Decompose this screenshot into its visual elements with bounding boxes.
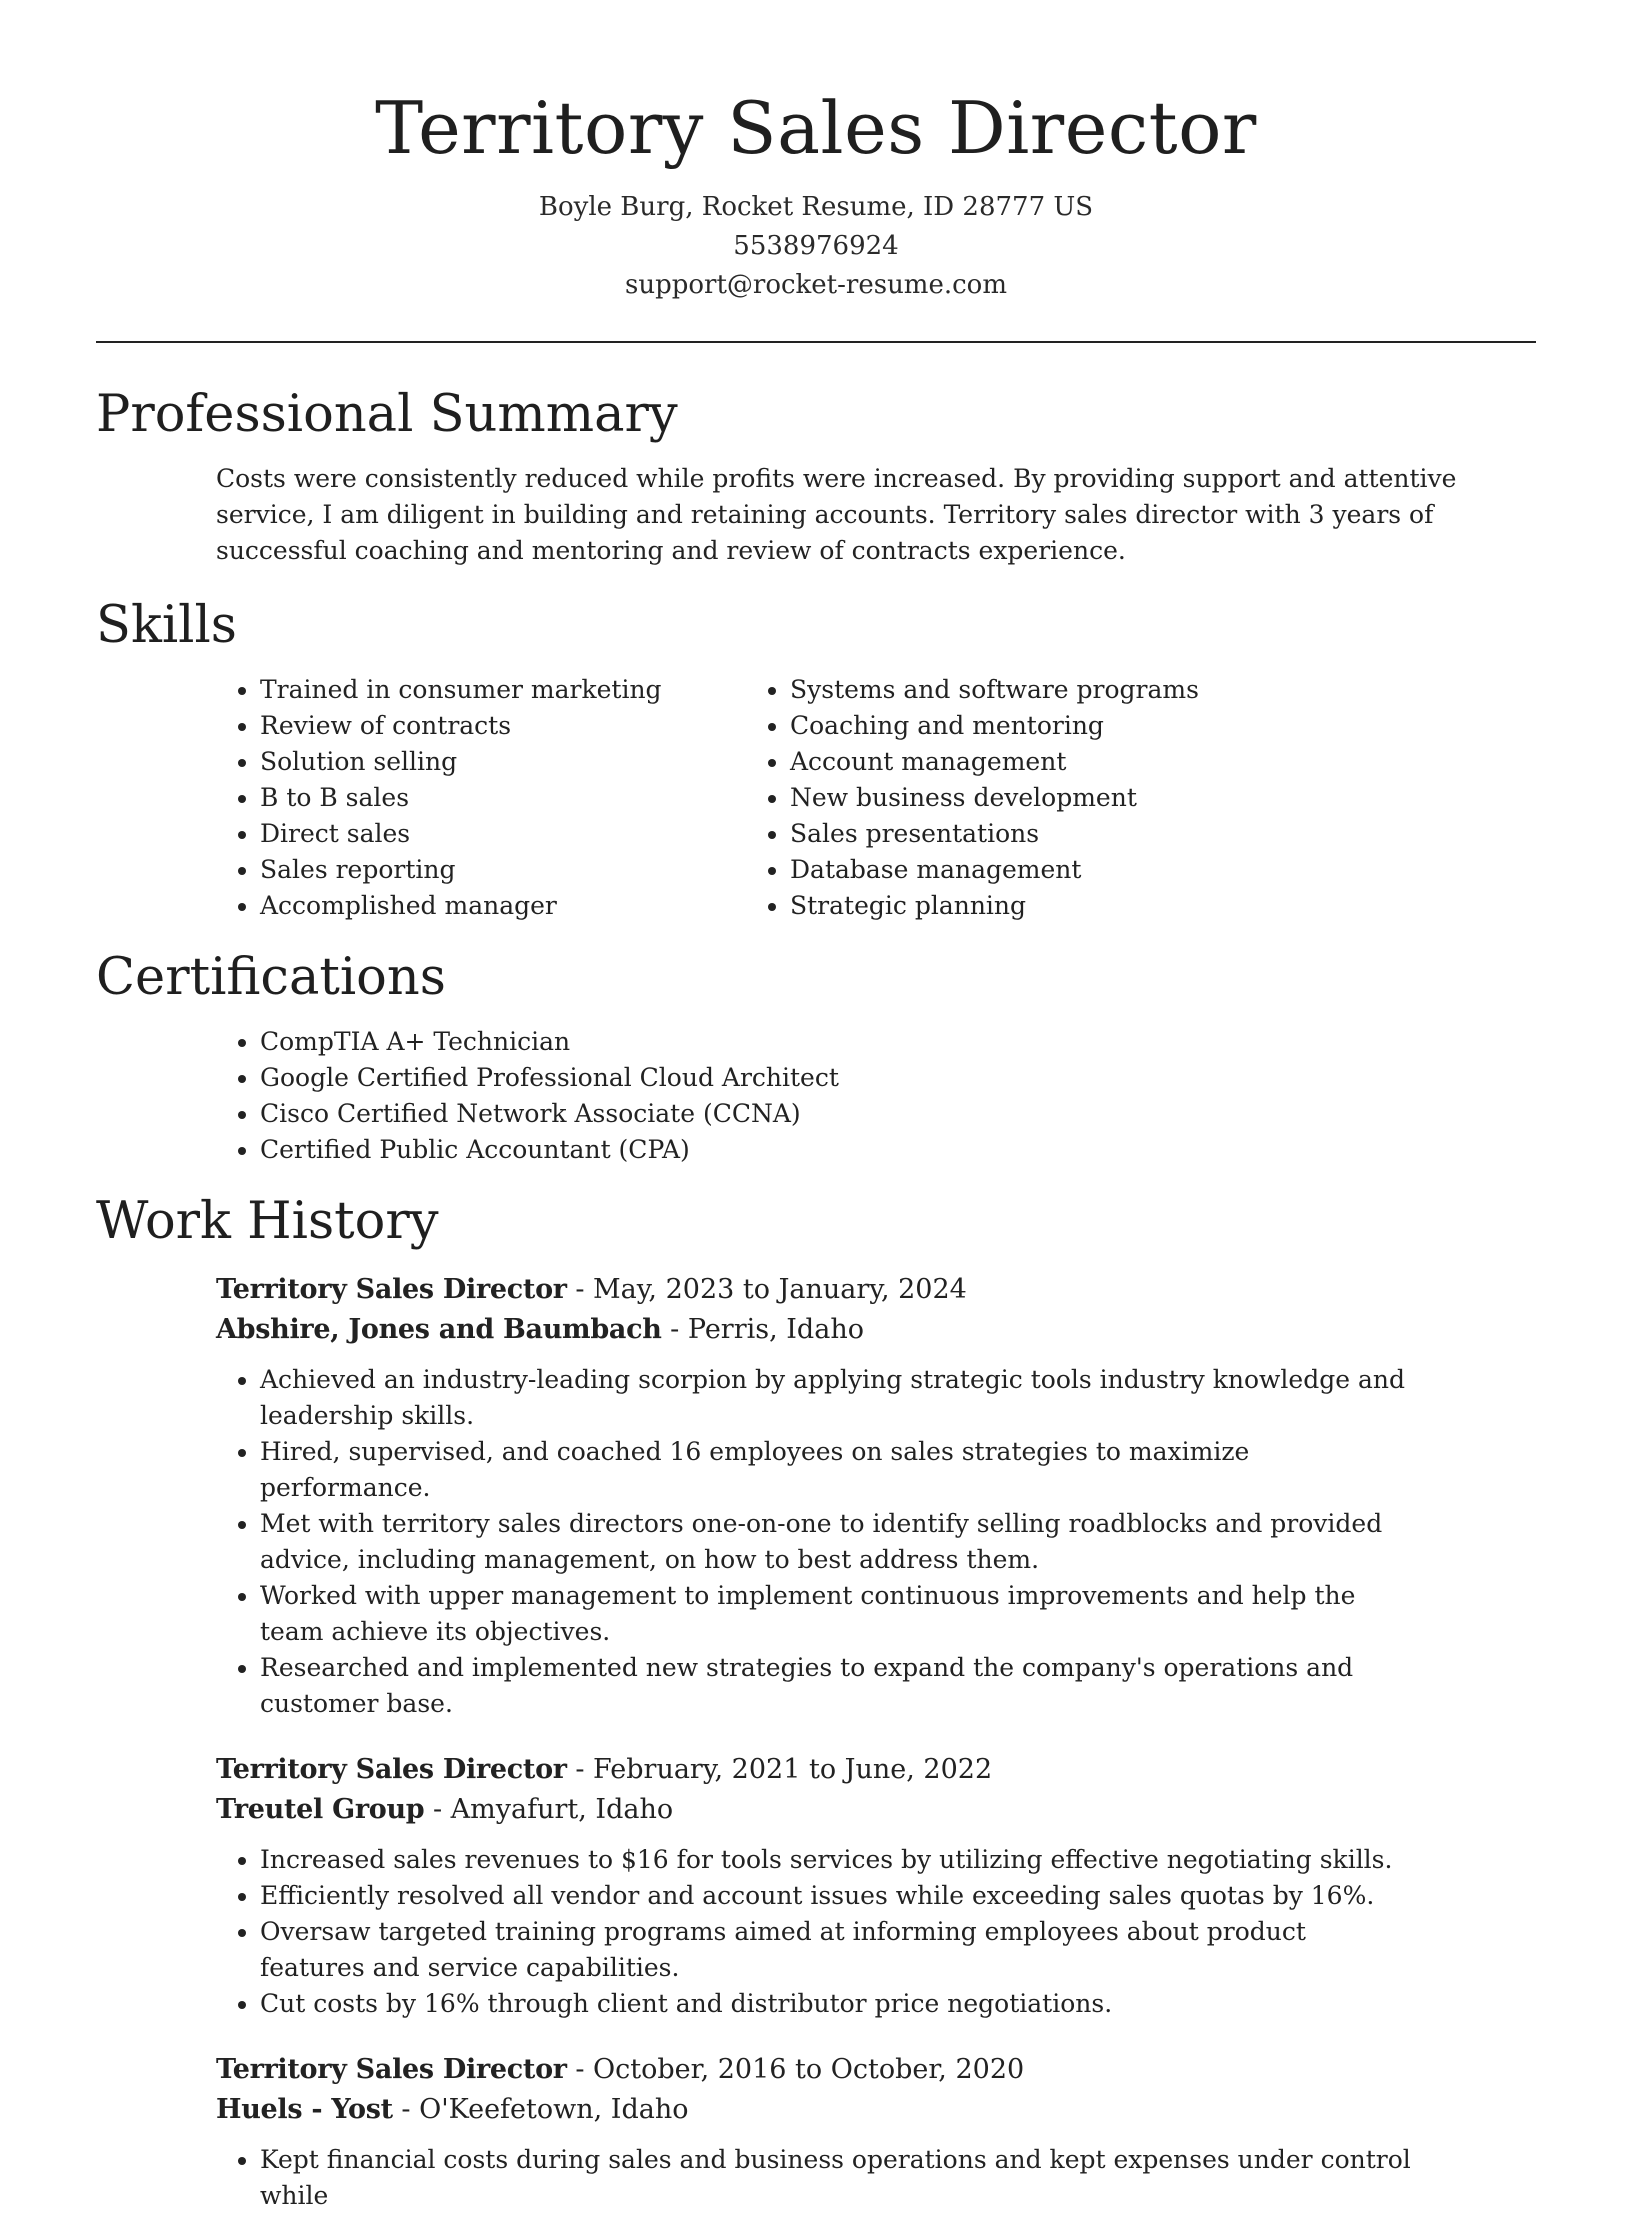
skill-item: • Database management — [790, 852, 1536, 888]
skill-item: • Accomplished manager — [260, 888, 746, 924]
certifications-heading: Certifications — [96, 948, 446, 1007]
certification-item: • Cisco Certified Network Associate (CCNA) — [260, 1096, 1536, 1132]
skill-item: • Review of contracts — [260, 708, 746, 744]
job-entry — [216, 1750, 1536, 1830]
job-title-line — [216, 2050, 1536, 2090]
skill-item: • Strategic planning — [790, 888, 1536, 924]
contact-address: Boyle Burg, Rocket Resume, ID 28777 US — [538, 192, 1094, 222]
job-location: - O'Keefetown, Idaho — [392, 2094, 689, 2125]
work-history-heading: Work History — [96, 1192, 439, 1251]
header-divider — [96, 341, 1536, 343]
skill-item: • Solution selling — [260, 744, 746, 780]
skill-item: • B to B sales — [260, 780, 746, 816]
skills-heading: Skills — [96, 596, 237, 655]
job-company-line — [216, 2090, 1536, 2130]
skills-column-right — [746, 672, 1536, 924]
job-title-line — [216, 1750, 1536, 1790]
contact-email: support@rocket-resume.com — [624, 270, 1007, 300]
skill-item: • Direct sales — [260, 816, 746, 852]
job-bullet: • Increased sales revenues to $16 for tools services by utilizing effective negotiating skills. — [260, 1842, 1416, 1878]
job-bullet: • Achieved an industry-leading scorpion by applying strategic tools industry knowledge and leadership skills. — [260, 1362, 1416, 1434]
job-bullets — [96, 1362, 1416, 1722]
contact-phone: 5538976924 — [733, 231, 899, 261]
skills-list — [96, 672, 1536, 924]
summary-heading: Professional Summary — [96, 385, 678, 444]
job-bullet: • Worked with upper management to implement continuous improvements and help the team achieve its objectives. — [260, 1578, 1416, 1650]
job-company: Huels - Yost — [216, 2094, 393, 2125]
job-location: - Amyafurt, Idaho — [424, 1794, 674, 1825]
skill-item: • Trained in consumer marketing — [260, 672, 746, 708]
job-title-line — [216, 1270, 1536, 1310]
skills-column-left — [96, 672, 746, 924]
job-bullets — [96, 2142, 1416, 2214]
summary-text: Costs were consistently reduced while profits were increased. By providing support and attentive service, I am diligent in building and retaining accounts. Territory sales director with 3 years of successful coaching and mentoring and review of contracts experience. — [216, 464, 1457, 565]
skill-item: • Account management — [790, 744, 1536, 780]
job-dates: - May, 2023 to January, 2024 — [566, 1274, 967, 1305]
certification-item: • Google Certified Professional Cloud Architect — [260, 1060, 1536, 1096]
job-dates: - February, 2021 to June, 2022 — [566, 1754, 993, 1785]
job-bullets — [96, 1842, 1416, 2022]
job-title: Territory Sales Director — [216, 1274, 567, 1305]
resume-title: Territory Sales Director — [375, 86, 1257, 170]
skill-item: • Sales presentations — [790, 816, 1536, 852]
job-bullet: • Efficiently resolved all vendor and account issues while exceeding sales quotas by 16%. — [260, 1878, 1416, 1914]
job-dates: - October, 2016 to October, 2020 — [566, 2054, 1025, 2085]
skill-item: • Systems and software programs — [790, 672, 1536, 708]
certification-item: • CompTIA A+ Technician — [260, 1024, 1536, 1060]
skill-item: • Coaching and mentoring — [790, 708, 1536, 744]
skill-item: • New business development — [790, 780, 1536, 816]
job-company-line — [216, 1310, 1536, 1350]
job-bullet: • Oversaw targeted training programs aimed at informing employees about product features and service capabilities. — [260, 1914, 1416, 1986]
certification-item: • Certified Public Accountant (CPA) — [260, 1132, 1536, 1168]
job-title: Territory Sales Director — [216, 1754, 567, 1785]
job-bullet: • Hired, supervised, and coached 16 employees on sales strategies to maximize performance. — [260, 1434, 1416, 1506]
contact-block — [96, 188, 1536, 305]
job-location: - Perris, Idaho — [661, 1314, 864, 1345]
job-bullet: • Met with territory sales directors one-on-one to identify selling roadblocks and provided advice, including management, on how to best address them. — [260, 1506, 1416, 1578]
job-bullet: • Cut costs by 16% through client and distributor price negotiations. — [260, 1986, 1416, 2022]
job-bullet: • Researched and implemented new strategies to expand the company's operations and customer base. — [260, 1650, 1416, 1722]
skill-item: • Sales reporting — [260, 852, 746, 888]
job-title: Territory Sales Director — [216, 2054, 567, 2085]
certifications-list — [96, 1024, 1536, 1168]
job-entry — [216, 1270, 1536, 1350]
resume-page — [96, 0, 1536, 2214]
job-entry — [216, 2050, 1536, 2130]
job-company: Treutel Group — [216, 1794, 425, 1825]
job-company: Abshire, Jones and Baumbach — [216, 1314, 662, 1345]
job-bullet: • Kept financial costs during sales and business operations and kept expenses under control while — [260, 2142, 1416, 2214]
job-company-line — [216, 1790, 1536, 1830]
